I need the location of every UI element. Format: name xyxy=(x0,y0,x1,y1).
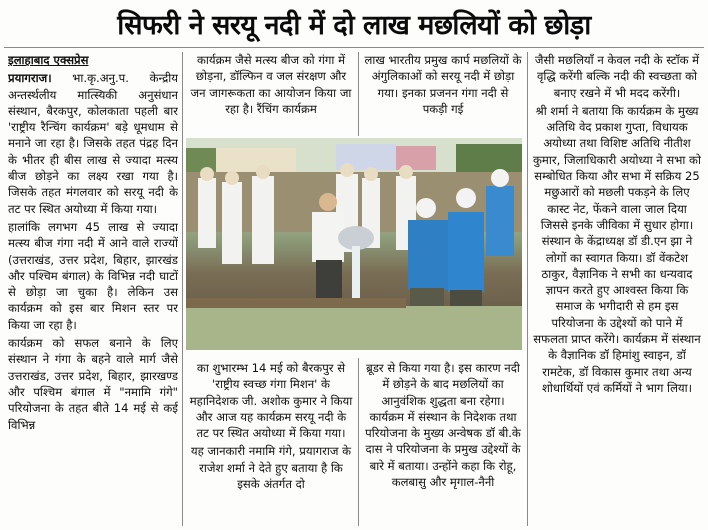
column-2-top-text: कार्यक्रम जैसे मत्स्य बीज को गंगा में छोड़ना, डॉल्फिन व जल संरक्षण और जन जागरूकता का आयोजन किया जा रहा है। रैंचिंग कार्यक्रम xyxy=(190,53,352,116)
photo-illustration xyxy=(186,138,522,350)
column-2-bottom-para-2: यह जानकारी नमामि गंगे, प्रयागराज के राजेश शर्मा ने देते हुए बताया है कि इसके अंतर्गत दो xyxy=(190,444,352,492)
column-rule-2 xyxy=(358,52,359,136)
column-3-bottom-text: ब्रूडर से किया गया है। इस कारण नदी में छोड़ने के बाद मछलियों का आनुवंशिक शुद्धता बना रहेगा। कार्यक्रम में संस्थान के निदेशक तथा परियोजना के मुख्य अन्वेषक डॉ बी.के दास ने परियोजना के प्रमुख उद्देश्यों के बारे में बताया। उन्होंने कहा कि रोहू, कलबासु और मृगाल-नैनी xyxy=(365,361,521,490)
headline-rule xyxy=(4,47,704,48)
column-1-para-3: कार्यक्रम को सफल बनाने के लिए संस्थान ने गंगा के बहने वाले मार्ग जैसे उत्तराखंड, उत्तर प्रदेश, बिहार, झारखण्ड और पश्चिम बंगाल में "नमामि गंगे" परियोजना के तहत बीते 14 मई से कई विभिन्न xyxy=(8,336,178,432)
column-4-para-1: जैसी मछलियाँ न केवल नदी के स्टॉक में वृद्धि करेंगी बल्कि नदी की स्वच्छता को बनाए रखने में भी मदद करेंगी। xyxy=(534,53,700,100)
column-4-para-2: श्री शर्मा ने बताया कि कार्यक्रम के मुख्य अतिथि वेद प्रकाश गुप्ता, विधायक अयोध्या तथा विशिष्ट अतिथि नीतीश कुमार, जिलाधिकारी अयोध्या ने सभा को सम्बोधित किया और सभा में सक्रिय 25 मछुआरों को मछली पकड़ने के लिए कास्ट नेट, फेंकने वाला जाल दिया जिससे इनके जीविका में सुधार होगा। संस्थान के केंद्राध्यक्ष डॉ डी.एन झा ने लोगों का स्वागत किया। डॉ वेंकटेश ठाकुर, वैज्ञानिक ने सभी का धन्यवाद ज्ञापन करते हुए आश्वस्त किया कि समाज के भगीदारी से हम इस परियोजना के उद्देश्यों को पाने में सफलता प्राप्त करेंगे। कार्यक्रम में संस्थान के वैज्ञानिक डॉ हिमांशु स्वाइन, डॉ रामटेक, डॉ विकास कुमार तथा अन्य शोधार्थियों एवं कर्मियों ने भाग लिया। xyxy=(533,103,701,395)
column-rule-1 xyxy=(182,52,183,526)
byline: इलाहाबाद एक्सप्रेस xyxy=(8,53,89,67)
column-3-top xyxy=(364,52,522,134)
column-2-top xyxy=(188,52,354,134)
column-1-para-1 xyxy=(8,70,178,217)
headline: सिफरी ने सरयू नदी में दो लाख मछलियों को छोड़ा xyxy=(117,9,591,41)
column-rule-4 xyxy=(527,52,528,526)
column-3-top-text: लाख भारतीय प्रमुख कार्प मछलियों के अंगुलिकाओं को सरयू नदी में छोड़ा गया। इनका प्रजनन गंगा नदी से पकड़ी गई xyxy=(364,53,522,116)
column-3-bottom xyxy=(364,360,522,528)
news-photo xyxy=(186,138,522,350)
column-4 xyxy=(533,52,701,528)
column-1-para-2: हालांकि लगभग 45 लाख से ज्यादा मत्स्य बीज गंगा नदी में आने वाले राज्यों (उत्तराखंड, उत्तर प्रदेश, बिहार, झारखंड और पश्चिम बंगाल) के विभिन्न नदी घाटों से छोड़ा जा चुका है। लेकिन उस कार्यक्रम को इस बार मिशन स्तर पर किया जा रहा है। xyxy=(8,219,178,332)
column-rule-3 xyxy=(358,358,359,526)
dateline: प्रयागराज। xyxy=(8,71,52,86)
column-1 xyxy=(8,52,178,528)
column-2-bottom-para-1: का शुभारम्भ 14 मई को बैरकपुर से 'राष्ट्रीय स्वच्छ गंगा मिशन' के महानिदेशक जी. अशोक कुमार ने किया और आज यह कार्यक्रम सरयू नदी के तट पर स्थित अयोध्या में किया गया। xyxy=(189,361,353,441)
column-1-intro xyxy=(8,52,178,68)
column-1-para-1-text: भा.कृ.अनु.प. केन्द्रीय अन्तर्स्थलीय मात्स्यिकी अनुसंधान संस्थान, बैरकपुर, कोलकाता पहली बार 'राष्ट्रीय रैन्चिंग कार्यक्रम' बड़े धूमधाम से मनाने जा रहा है। जिसके तहत पंद्रह दिन के भीतर ही बीस लाख से ज्यादा मत्स्य बीज छोड़ने का लक्ष्य रखा गया है। जिसके तहत मंगलवार को सरयू नदी के तट पर स्थित अयोध्या में किया गया। xyxy=(8,71,178,216)
column-2-bottom xyxy=(188,360,354,528)
